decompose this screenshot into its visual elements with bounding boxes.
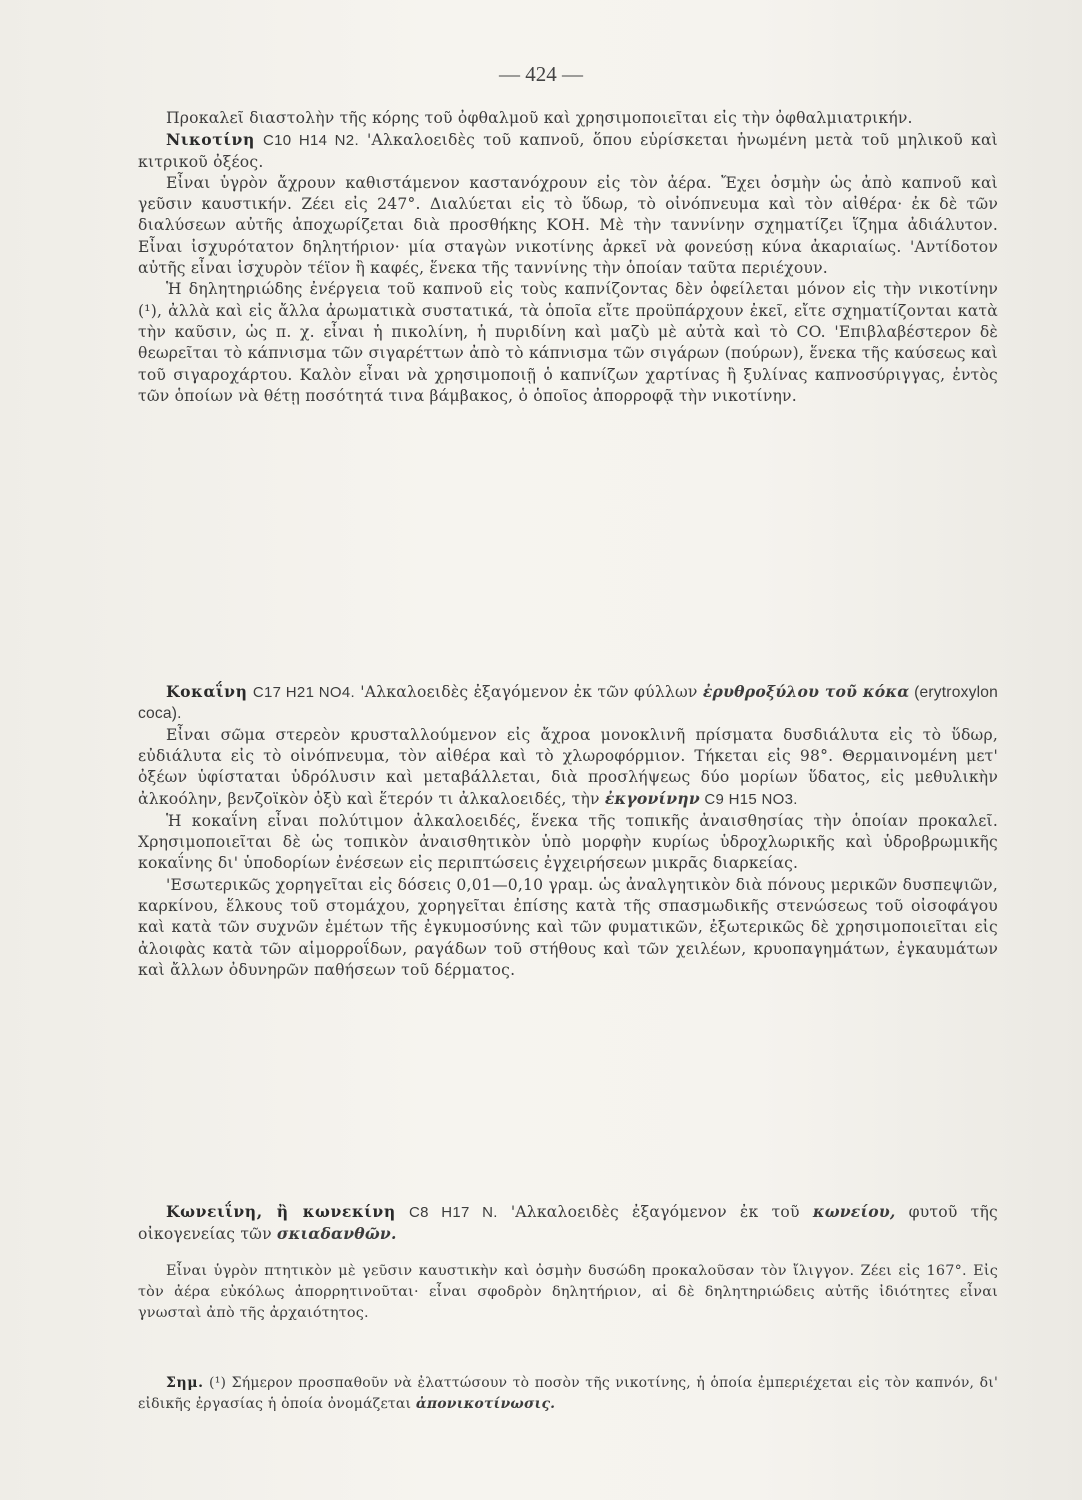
nicotine-formula: C10 H14 N2. xyxy=(263,132,359,150)
coniine-properties-block xyxy=(138,1261,998,1325)
footnote-term: ἀπονικοτίνωσις. xyxy=(415,1396,556,1412)
footnote-text: Σήμερον προσπαθοῦν νὰ ἐλαττώσουν τὸ ποσὸν τῆς νικοτίνης, ἡ ὁποία ἐμπεριέχεται εἰς τὸν καπνόν, δι' εἰδικῆς ἐργασίας ἡ ὁποία ὀνομάζεται xyxy=(138,1375,999,1412)
nicotine-heading: Νικοτίνη xyxy=(166,130,255,150)
coniine-plant: κωνείου, xyxy=(812,1202,896,1221)
coniine-section xyxy=(138,1201,998,1246)
coniine-intro2: φυτοῦ τῆς οἰκογενείας τῶν xyxy=(138,1203,998,1244)
coniine-intro: 'Αλκαλοειδὲς ἐξαγόμενον ἐκ τοῦ xyxy=(497,1203,813,1221)
coniine-heading: Κωνειΐνη, ἢ κωνεκίνη xyxy=(166,1202,396,1221)
cocaine-plant: ἐρυθροξύλου τοῦ κόκα xyxy=(702,682,910,701)
cocaine-section xyxy=(138,681,998,981)
cocaine-entry xyxy=(138,681,998,725)
cocaine-anesthesia: Ἡ κοκαΐνη εἶναι πολύτιμον ἀλκαλοειδές, ἕνεκα τῆς τοπικῆς ἀναισθησίας τὴν ὁποίαν προκαλεῖ. Χρησιμοποιεῖται δὲ ὡς τοπικὸν ἀναισθητικὸν ὑπὸ μορφὴν κυρίως ὑδροχλωρικῆς καὶ ὑδροβρωμικῆς κοκαΐνης δι' ὑποδορίων ἐνέσεων εἰς περιπτώσεις ἐγχειρήσεων μικρᾶς διαρκείας. xyxy=(138,811,998,873)
intro-paragraph: Προκαλεῖ διαστολὴν τῆς κόρης τοῦ ὀφθαλμοῦ καὶ χρησιμοποιεῖται εἰς τὴν ὀφθαλμιατρικήν. xyxy=(166,109,913,127)
coniine-entry xyxy=(138,1201,998,1246)
footnote xyxy=(138,1373,998,1415)
footnote-mark: (¹) xyxy=(203,1375,232,1391)
nicotine-intro: 'Αλκαλοειδὲς τοῦ καπνοῦ, ὅπου εὑρίσκεται ἡνωμένη μετὰ τοῦ μηλικοῦ καὶ κιτρικοῦ ὀξέος. xyxy=(138,131,998,171)
coniine-properties: Εἶναι ὑγρὸν πτητικὸν μὲ γεῦσιν καυστικὴν καὶ ὀσμὴν δυσώδη προκαλοῦσαν τὸν ἴλιγγον. Ζέει εἰς 167°. Εἰς τὸν ἀέρα εὐκόλως ἀπορρητινοῦται· εἶναι σφοδρὸν δηλητήριον, αἱ δὲ δηλητηριώδεις αὐτῆς ἰδιότητες εἶναι γνωσταὶ ἀπὸ τῆς ἀρχαιότητος. xyxy=(138,1263,998,1322)
footnote-label: Σημ. xyxy=(166,1375,204,1391)
ecgonine-formula: C9 H15 NO3. xyxy=(699,791,798,809)
cocaine-properties xyxy=(138,725,998,811)
nicotine-entry xyxy=(138,129,998,173)
cocaine-latin: (erytroxylon coca). xyxy=(138,684,998,723)
cocaine-heading: Κοκαΐνη xyxy=(166,682,248,701)
ecgonine-term: ἐκγονίνην xyxy=(604,789,700,809)
nicotine-properties: Εἶναι ὑγρὸν ἄχρουν καθιστάμενον καστανόχρουν εἰς τὸν ἀέρα. Ἔχει ὀσμὴν ὡς ἀπὸ καπνοῦ καὶ γεῦσιν καυστικήν. Ζέει εἰς 247°. Διαλύεται εἰς τὸ ὕδωρ, τὸ οἰνόπνευμα καὶ τὸν αἰθέρα· ἐκ δὲ τῶν διαλύσεων αὐτῆς ἀποχωρίζεται διὰ προσθήκης ΚΟΗ. Μὲ τὴν ταννίνην σχηματίζει ἵζημα ἀδιάλυτον. Εἶναι ἰσχυρότατον δηλητήριον· μία σταγὼν νικοτίνης ἀρκεῖ νὰ φονεύσῃ κύνα ἀκαριαίως. 'Αντίδοτον αὐτῆς εἶναι ἰσχυρὸν τέϊον ἢ καφές, ἕνεκα τῆς ταννίνης τὴν ὁποίαν ταῦτα περιέχουν. xyxy=(138,173,998,278)
nicotine-toxicity: Ἡ δηλητηριώδης ἐνέργεια τοῦ καπνοῦ εἰς τοὺς καπνίζοντας δὲν ὀφείλεται μόνον εἰς τὴν νικοτίνην (¹), ἀλλὰ καὶ εἰς ἄλλα ἀρωματικὰ συστατικά, τὰ ὁποῖα εἴτε προϋπάρχουν ἐκεῖ, εἴτε σχηματίζονται κατὰ τὴν καῦσιν, ὡς π. χ. εἶναι ἡ πικολίνη, ἡ πυριδίνη καὶ μαζὺ μὲ αὐτὰ καὶ τὸ CO. 'Επιβλαβέστερον δὲ θεωρεῖται τὸ κάπνισμα τῶν σιγαρέττων ἀπὸ τὸ κάπνισμα τῶν σιγάρων (πούρων), ἕνεκα τῆς καύσεως καὶ τοῦ σιγαροχάρτου. Καλὸν εἶναι νὰ χρησιμοποιῇ ὁ καπνίζων χαρτίνας ἢ ξυλίνας καπνοσύριγγας, ἐντὸς τῶν ὁποίων νὰ θέτῃ ποσότητά τινα βάμβακος, ὁ ὁποῖος ἀπορροφᾷ τὴν νικοτίνην. xyxy=(138,280,998,405)
footnote-paragraph xyxy=(138,1373,998,1415)
page-number: — 424 — xyxy=(499,62,583,86)
cocaine-formula: C17 H21 NO4. xyxy=(252,684,355,701)
cocaine-properties-text: Εἶναι σῶμα στερεὸν κρυσταλλούμενον εἰς ἄχροα μονοκλινῆ πρίσματα δυσδιάλυτα εἰς τὸ ὕδωρ, εὐδιάλυτα εἰς τὸ οἰνόπνευμα, τὸν αἰθέρα καὶ τὸ χλωροφόρμιον. Τήκεται εἰς 98°. Θερμαινομένη μετ' ὀξέων ὑφίσταται ὑδρόλυσιν καὶ μεταβάλλεται, διὰ προσλήψεως δύο μορίων ὕδατος, εἰς μεθυλικὴν ἀλκοόλην, βενζοϊκὸν ὀξὺ καὶ ἕτερόν τι ἀλκαλοειδές, τὴν xyxy=(138,725,998,809)
coniine-family: σκιαδανθῶν. xyxy=(276,1224,397,1244)
cocaine-dosage: 'Εσωτερικῶς χορηγεῖται εἰς δόσεις 0,01—0,10 γραμ. ὡς ἀναλγητικὸν διὰ πόνους μερικῶν δυσπεψιῶν, καρκίνου, ἕλκους τοῦ στομάχου, χορηγεῖται ἐπίσης κατὰ τῆς σπασμωδικῆς στενώσεως τοῦ οἰσοφάγου καὶ κατὰ τῶν συχνῶν ἐμέτων τῆς ἐγκυμοσύνης καὶ τῶν φυματικῶν, ἐξωτερικῶς δὲ χρησιμοποιεῖται εἰς ἀλοιφὰς κατὰ τῶν αἱμορροΐδων, ραγάδων τοῦ στήθους καὶ τῶν χειλέων, κρυοπαγημάτων, ἐγκαυμάτων καὶ ἄλλων ὀδυνηρῶν παθήσεων τοῦ δέρματος. xyxy=(138,875,998,979)
cocaine-intro: 'Αλκαλοειδὲς ἐξαγόμενον ἐκ τῶν φύλλων xyxy=(355,683,703,701)
coniine-formula: C8 H17 N. xyxy=(408,1204,498,1221)
nicotine-section xyxy=(138,108,998,407)
